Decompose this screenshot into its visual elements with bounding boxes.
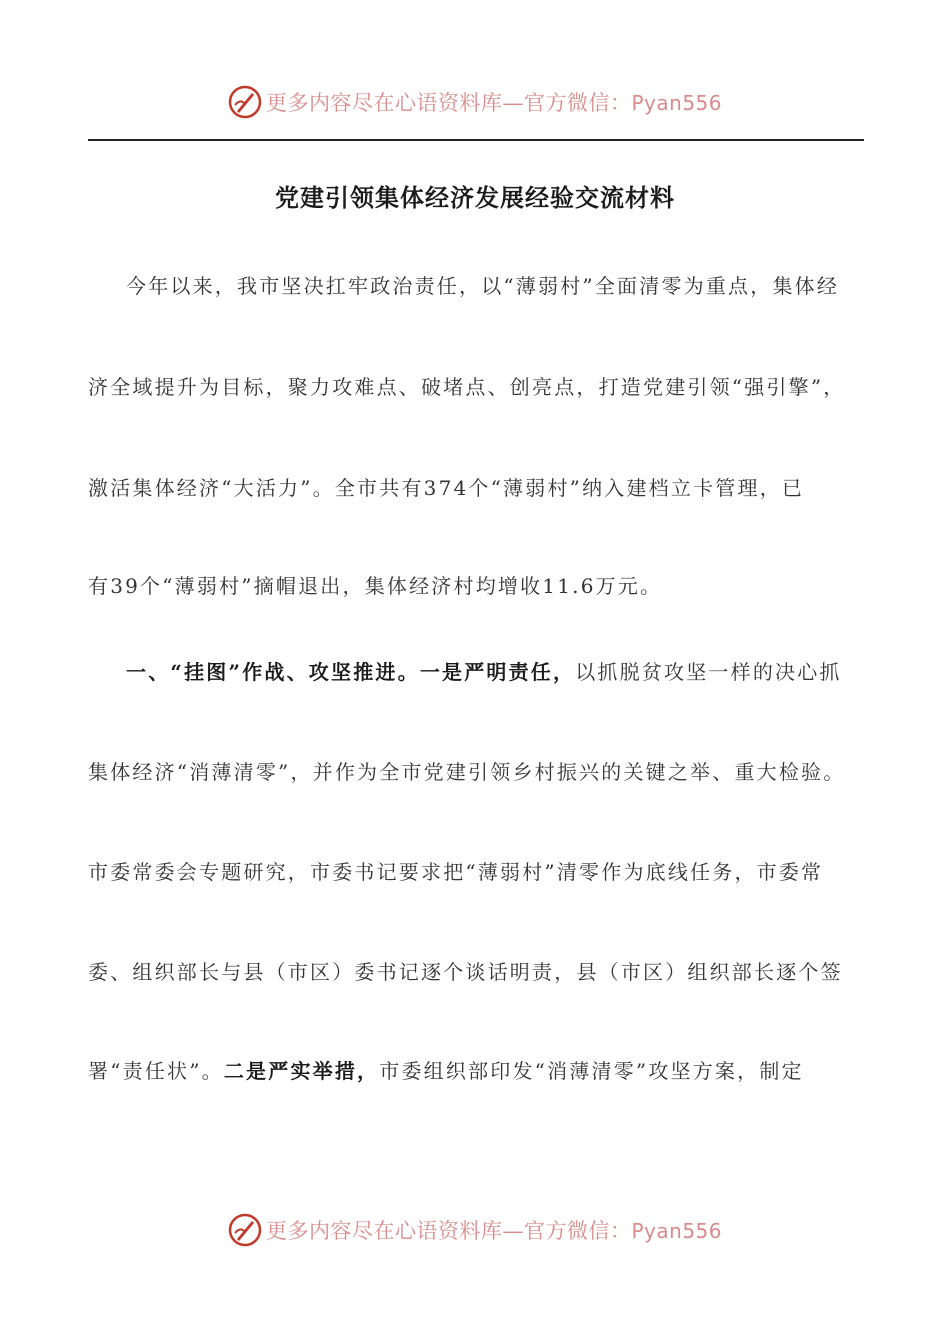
footer-banner-label: 更多内容尽在心语资料库—官方微信： xyxy=(265,1219,632,1243)
para2-line5-start: 署“责任状”。 xyxy=(88,1059,224,1083)
para2-line1 xyxy=(88,658,864,686)
header-banner xyxy=(0,82,950,122)
footer-wechat-id: Pyan556 xyxy=(631,1219,722,1243)
para2-line3: 市委常委会专题研究，市委书记要求把“薄弱村”清零作为底线任务，市委常 xyxy=(88,860,824,884)
para1-line3: 激活集体经济“大活力”。全市共有374个“薄弱村”纳入建档立卡管理，已 xyxy=(88,476,805,500)
para2-line5-rest: 市委组织部印发“消薄清零”攻坚方案，制定 xyxy=(379,1059,804,1083)
para1-line2: 济全域提升为目标，聚力攻难点、破堵点、创亮点，打造党建引领“强引擎”， xyxy=(88,375,846,399)
section-heading: 一、“挂图”作战、攻坚推进。 xyxy=(126,660,420,684)
header-rule xyxy=(88,139,864,141)
point2-label: 二是严实举措， xyxy=(223,1059,380,1083)
quill-logo-icon xyxy=(228,1213,262,1247)
footer-banner-text xyxy=(266,1215,722,1245)
para1-line4: 有39个“薄弱村”摘帽退出，集体经济村均增收11.6万元。 xyxy=(88,574,663,598)
point1-label: 一是严明责任， xyxy=(419,660,576,684)
footer-banner xyxy=(0,1210,950,1250)
para2-line4: 委、组织部长与县（市区）委书记逐个谈话明责，县（市区）组织部长逐个签 xyxy=(88,960,843,984)
header-banner-label: 更多内容尽在心语资料库—官方微信： xyxy=(265,91,632,115)
header-wechat-id: Pyan556 xyxy=(631,91,722,115)
para1-line1: 今年以来，我市坚决扛牢政治责任，以“薄弱村”全面清零为重点，集体经 xyxy=(126,274,840,298)
header-banner-text xyxy=(266,87,722,117)
para2-line2: 集体经济“消薄清零”，并作为全市党建引领乡村振兴的关键之举、重大检验。 xyxy=(88,760,846,784)
document-title: 党建引领集体经济发展经验交流材料 xyxy=(275,183,675,212)
para2-line1-rest: 以抓脱贫攻坚一样的决心抓 xyxy=(575,660,842,684)
para2-line5 xyxy=(88,1057,864,1085)
quill-logo-icon xyxy=(228,85,262,119)
